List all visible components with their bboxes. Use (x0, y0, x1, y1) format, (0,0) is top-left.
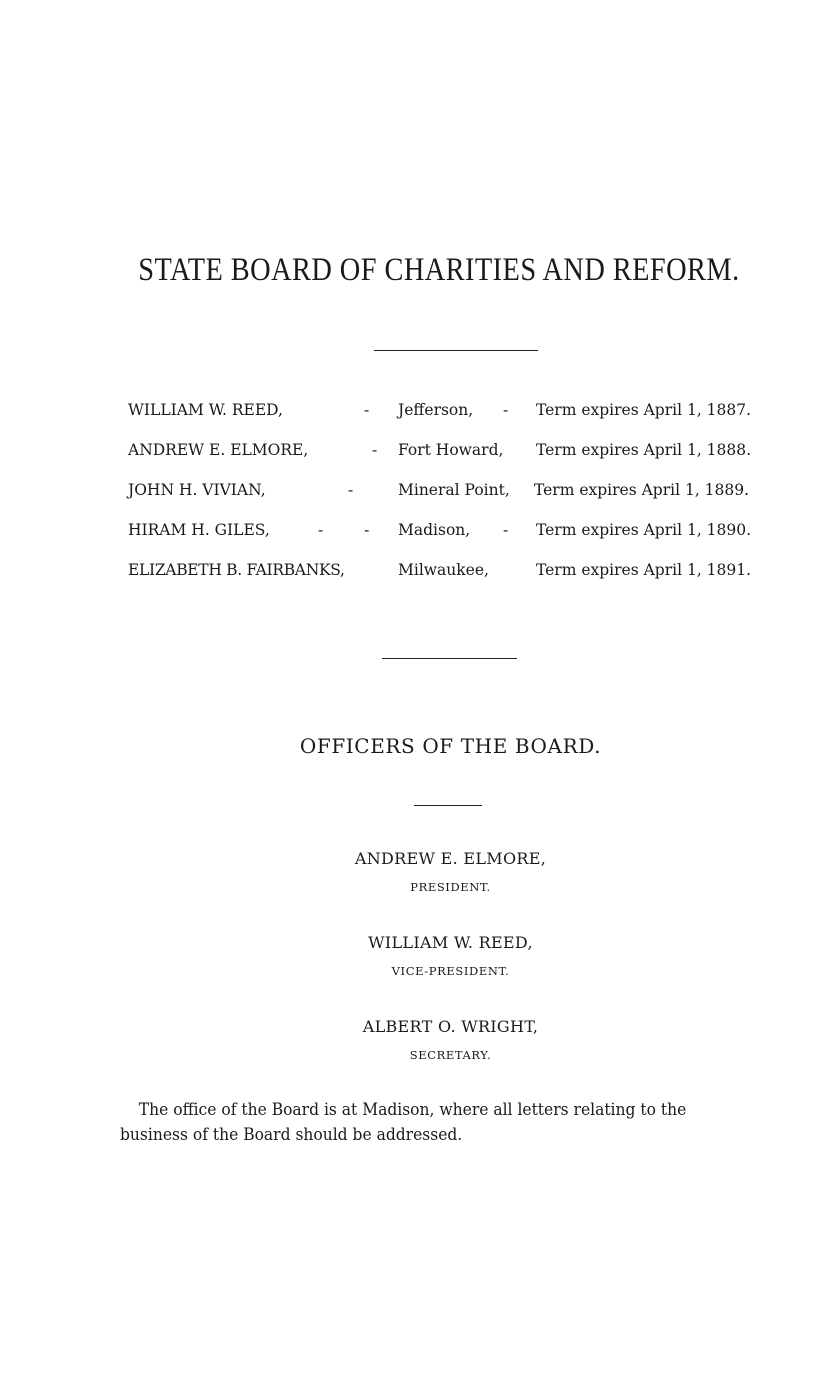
member-name: WILLIAM W. REED, (128, 401, 283, 419)
member-name: HIRAM H. GILES, (128, 521, 270, 539)
divider-rule (382, 658, 517, 659)
member-name: JOHN H. VIVIAN, (128, 481, 266, 499)
member-town: Milwaukee, (398, 561, 489, 579)
member-row (128, 561, 788, 601)
leader-dash: - - (318, 521, 370, 539)
officer-entry (0, 1017, 831, 1062)
member-term: Term expires April 1, 1891. (536, 561, 752, 579)
officer-title: PRESIDENT. (410, 880, 491, 894)
member-town: Fort Howard, (398, 441, 504, 459)
member-row (128, 521, 788, 561)
board-members-list (128, 401, 788, 601)
divider-rule (414, 805, 482, 806)
officer-name: ANDREW E. ELMORE, (354, 849, 547, 868)
member-term: Term expires April 1, 1890. (536, 521, 752, 539)
member-term: Term expires April 1, 1889. (534, 481, 750, 499)
officers-heading: OFFICERS OF THE BOARD. (299, 734, 602, 758)
page-title: STATE BOARD OF CHARITIES AND REFORM. (138, 252, 740, 288)
officer-title: SECRETARY. (409, 1048, 492, 1062)
member-name: ANDREW E. ELMORE, (128, 441, 309, 459)
member-town: Mineral Point, (398, 481, 510, 499)
leader-dash: - (372, 441, 378, 459)
officer-name: WILLIAM W. REED, (368, 933, 533, 952)
officer-name: ALBERT O. WRIGHT, (362, 1017, 539, 1036)
leader-dash: - (364, 401, 370, 419)
leader-dash: - (503, 521, 509, 539)
office-note-line: business of the Board should be addressed. (120, 1125, 463, 1144)
office-note-line: The office of the Board is at Madison, where all letters relating to the (138, 1100, 687, 1119)
leader-dash: - (348, 481, 354, 499)
officer-entry (0, 933, 831, 978)
officer-title: VICE-PRESIDENT. (391, 964, 510, 978)
member-row (128, 481, 788, 521)
member-term: Term expires April 1, 1887. (536, 401, 752, 419)
officer-entry (0, 849, 831, 894)
member-name: ELIZABETH B. FAIRBANKS, (128, 561, 345, 579)
member-town: Madison, (398, 521, 471, 539)
member-row (128, 441, 788, 481)
leader-dash: - (503, 401, 509, 419)
member-row (128, 401, 788, 441)
divider-rule (374, 350, 538, 351)
member-town: Jefferson, (398, 401, 474, 419)
office-note (120, 1097, 740, 1147)
member-term: Term expires April 1, 1888. (536, 441, 752, 459)
